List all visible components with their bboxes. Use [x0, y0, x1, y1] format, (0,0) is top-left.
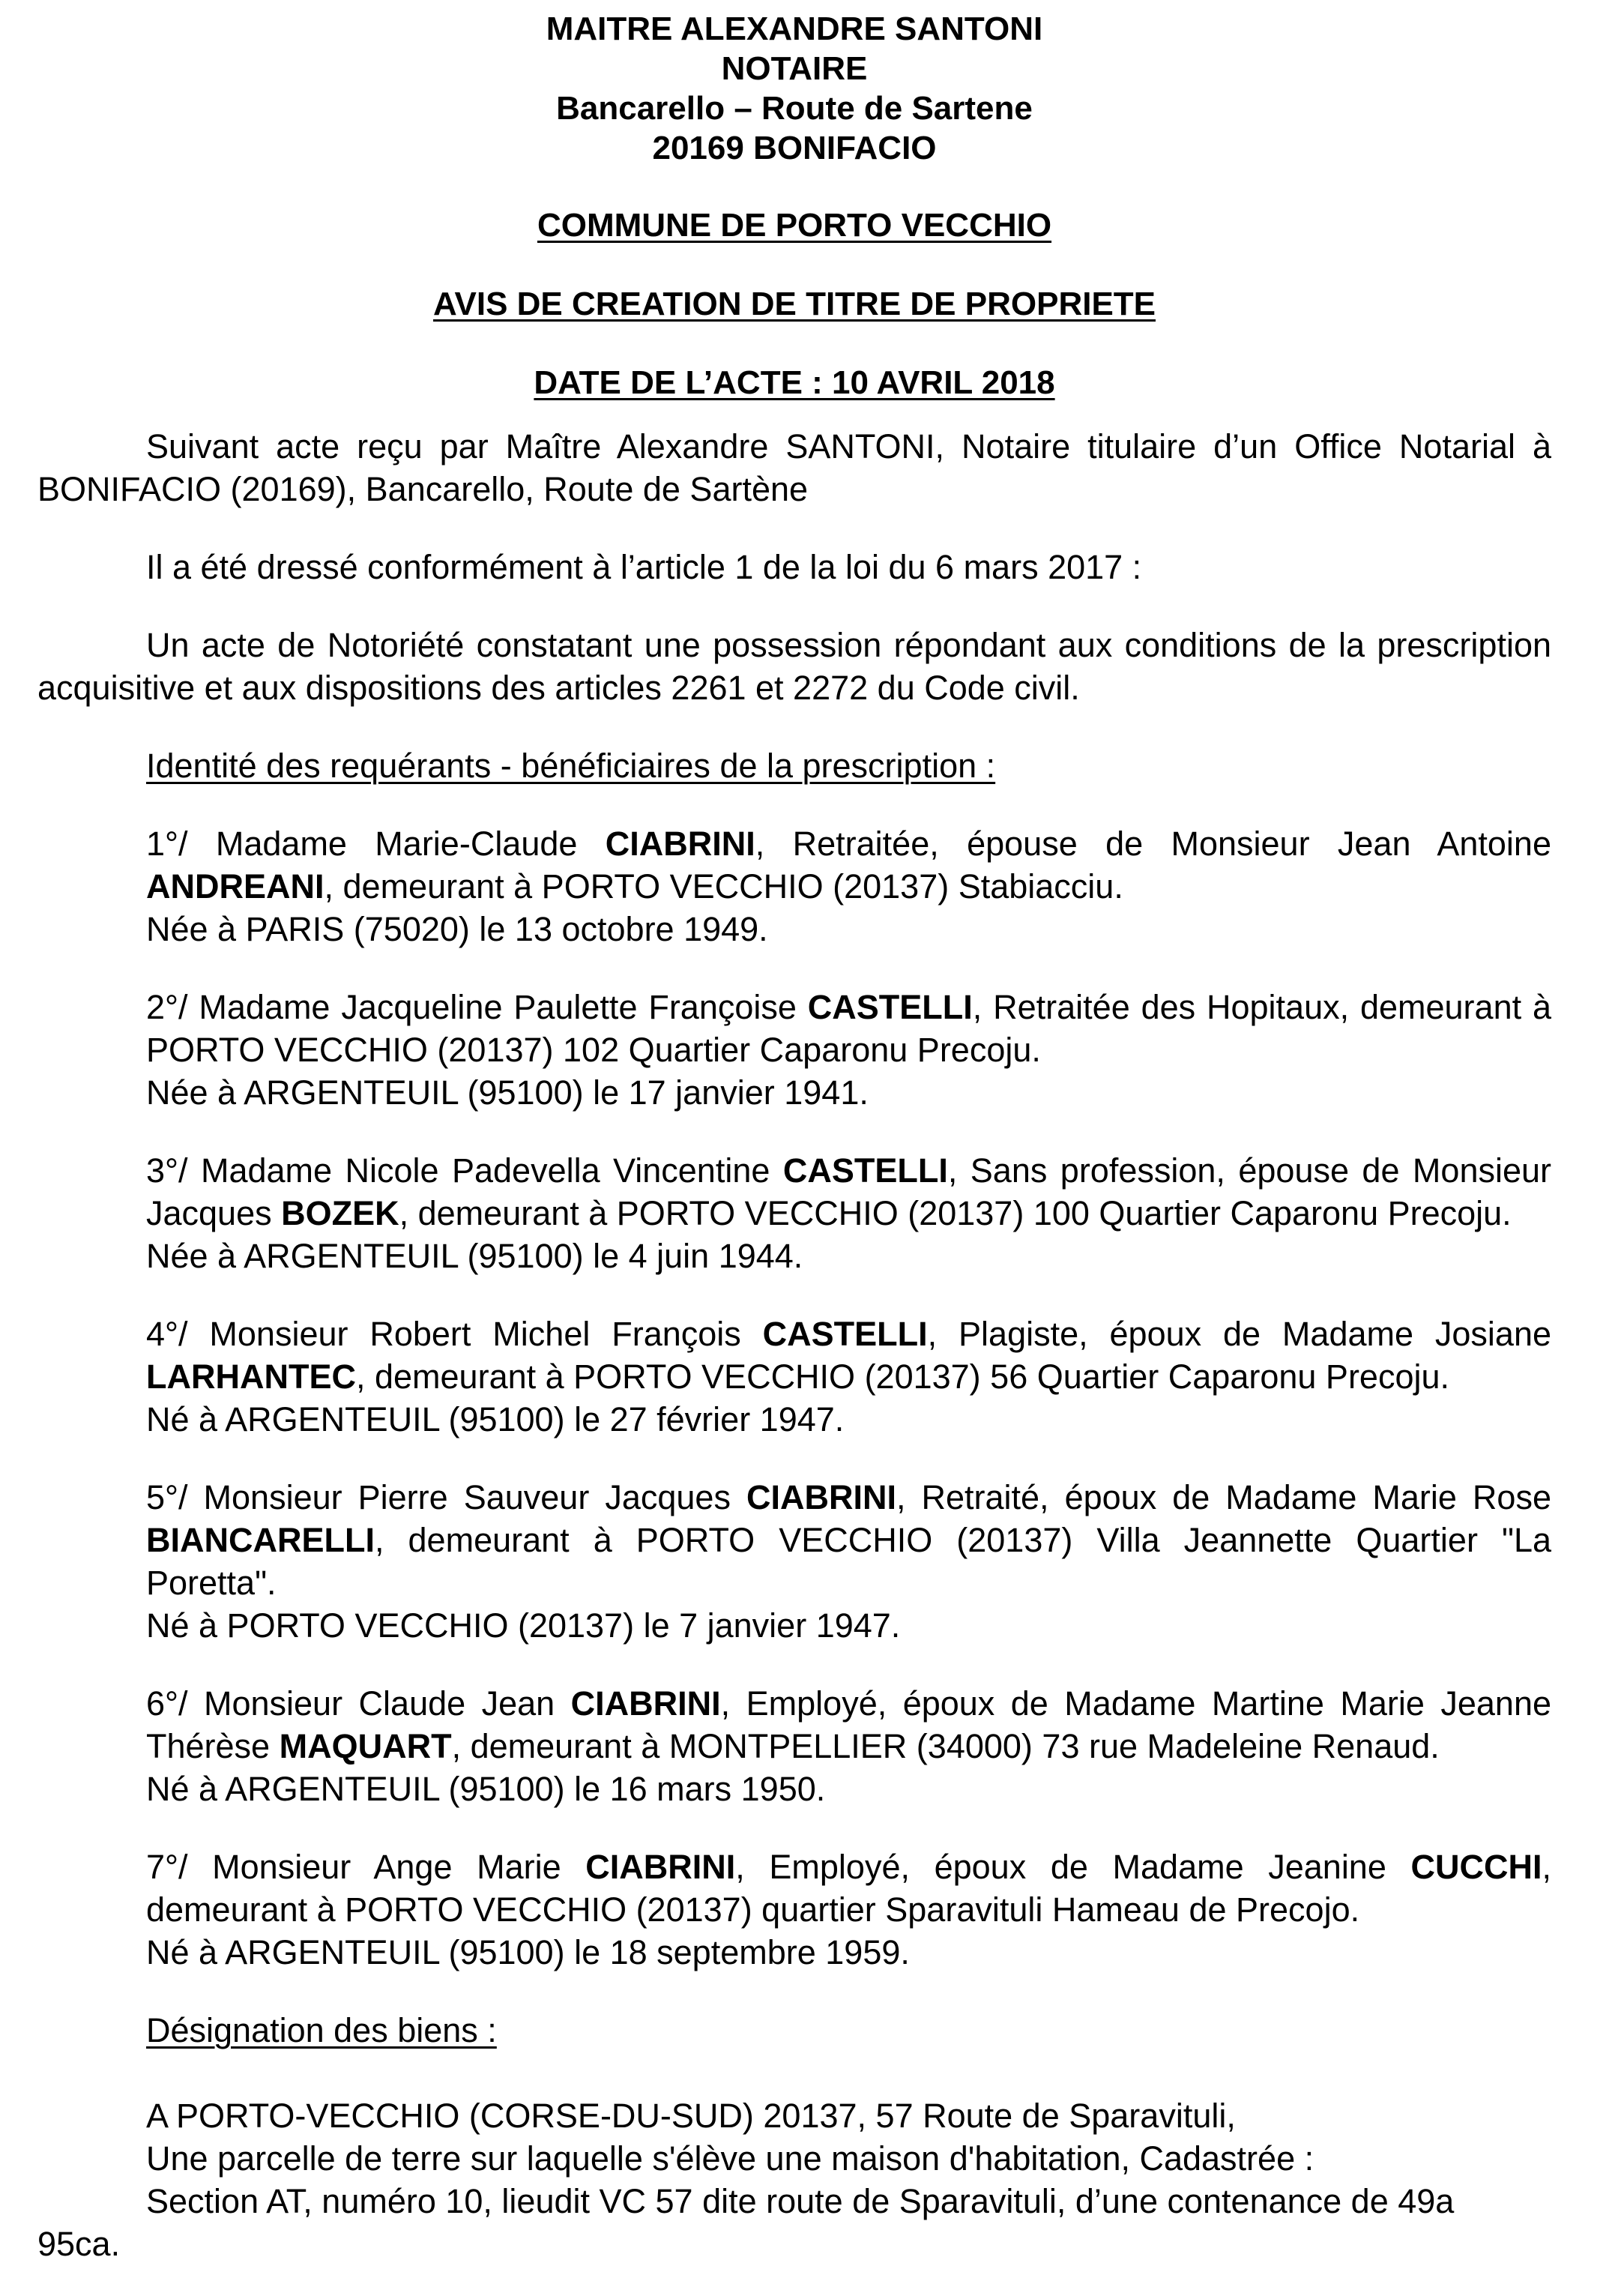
intro-paragraph-2: Il a été dressé conformément à l’article 1 de la loi du 6 mars 2017 :: [146, 548, 1142, 586]
spouse-surname: BOZEK: [281, 1194, 399, 1232]
requerants-heading: Identité des requérants - bénéficiaires de la prescription :: [146, 747, 996, 785]
requerant-entry: [37, 1810, 1551, 1974]
notary-name: MAITRE ALEXANDRE SANTONI: [546, 10, 1043, 47]
commune-title: COMMUNE DE PORTO VECCHIO: [537, 207, 1052, 244]
notary-header: [37, 9, 1551, 168]
requerant-address: , demeurant à PORTO VECCHIO (20137) Villa Jeannette Quartier "La Poretta".: [146, 1521, 1551, 1602]
requerant-birth: Né à ARGENTEUIL (95100) le 27 février 1947.: [146, 1400, 845, 1438]
intro-paragraph-3: Un acte de Notoriété constatant une possession répondant aux conditions de la prescription acquisitive et aux dispositions des articles 2261 et 2272 du Code civil.: [37, 626, 1551, 707]
requerant-identity: [37, 1682, 1551, 1768]
notary-city: 20169 BONIFACIO: [652, 130, 937, 166]
requerant-details: , Retraité, époux de Madame Marie Rose: [896, 1478, 1551, 1516]
biens-area-continued: 95ca.: [37, 2225, 121, 2263]
requerant-prefix: 1°/ Madame Marie-Claude: [146, 825, 606, 863]
requerant-surname: CIABRINI: [605, 825, 755, 863]
notary-role: NOTAIRE: [721, 50, 868, 87]
requerant-prefix: 7°/ Monsieur Ange Marie: [146, 1848, 586, 1886]
requerant-details: , Retraitée, épouse de Monsieur Jean Antoine: [755, 825, 1551, 863]
requerant-prefix: 4°/ Monsieur Robert Michel François: [146, 1315, 763, 1353]
requerant-identity: [37, 822, 1551, 908]
deed-date-title: DATE DE L’ACTE : 10 AVRIL 2018: [534, 364, 1055, 401]
requerant-entry: [37, 950, 1551, 1114]
requerant-surname: CIABRINI: [746, 1478, 896, 1516]
notary-address: Bancarello – Route de Sartene: [556, 90, 1033, 127]
notice-title: AVIS DE CREATION DE TITRE DE PROPRIETE: [432, 286, 1156, 322]
requerant-address: , demeurant à PORTO VECCHIO (20137) quartier Sparavituli Hameau de Precojo.: [146, 1848, 1552, 1929]
requerants-list: [37, 787, 1551, 1974]
spouse-surname: LARHANTEC: [146, 1358, 356, 1396]
requerant-birth: Née à PARIS (75020) le 13 octobre 1949.: [146, 910, 768, 948]
requerant-surname: CASTELLI: [807, 988, 973, 1026]
requerant-surname: CIABRINI: [585, 1848, 736, 1886]
requerant-birth: Née à ARGENTEUIL (95100) le 4 juin 1944.: [146, 1237, 803, 1275]
spouse-surname: ANDREANI: [146, 867, 325, 906]
requerant-birth: Né à ARGENTEUIL (95100) le 18 septembre 1959.: [146, 1933, 910, 1971]
requerant-address: , demeurant à PORTO VECCHIO (20137) 100 Quartier Caparonu Precoju.: [399, 1194, 1512, 1232]
requerant-birth: Né à PORTO VECCHIO (20137) le 7 janvier 1947.: [146, 1606, 901, 1645]
requerant-identity: [37, 1476, 1551, 1604]
requerant-entry: [37, 1441, 1551, 1647]
requerant-address: , demeurant à PORTO VECCHIO (20137) Stabiacciu.: [324, 867, 1123, 906]
requerant-prefix: 6°/ Monsieur Claude Jean: [146, 1684, 571, 1723]
requerant-surname: CASTELLI: [762, 1315, 928, 1353]
requerant-prefix: 5°/ Monsieur Pierre Sauveur Jacques: [146, 1478, 746, 1516]
spouse-surname: MAQUART: [279, 1727, 452, 1765]
requerant-birth: Née à ARGENTEUIL (95100) le 17 janvier 1941.: [146, 1073, 869, 1112]
requerant-birth: Né à ARGENTEUIL (95100) le 16 mars 1950.: [146, 1770, 826, 1808]
requerant-details: , Plagiste, époux de Madame Josiane: [927, 1315, 1551, 1353]
requerant-surname: CIABRINI: [570, 1684, 721, 1723]
spouse-surname: BIANCARELLI: [146, 1521, 375, 1559]
requerant-entry: [37, 1114, 1551, 1277]
requerant-identity: [37, 1149, 1551, 1235]
biens-description: Une parcelle de terre sur laquelle s'élève une maison d'habitation, Cadastrée :: [146, 2139, 1314, 2178]
requerant-details: , Employé, époux de Madame Martine Marie Jeanne Thérèse: [146, 1684, 1551, 1765]
biens-cadastre: Section AT, numéro 10, lieudit VC 57 dite route de Sparavituli, d’une contenance de 49a: [146, 2182, 1455, 2220]
requerant-details: , Employé, époux de Madame Jeanine: [735, 1848, 1411, 1886]
requerant-details: , Sans profession, épouse de Monsieur Jacques: [146, 1151, 1552, 1232]
intro-paragraph-1: Suivant acte reçu par Maître Alexandre SANTONI, Notaire titulaire d’un Office Notarial à BONIFACIO (20169), Bancarello, Route de Sartène: [37, 427, 1551, 508]
biens-location: A PORTO-VECCHIO (CORSE-DU-SUD) 20137, 57 Route de Sparavituli,: [146, 2097, 1236, 2135]
notice-page: [37, 0, 1551, 2265]
biens-heading: Désignation des biens :: [146, 2011, 497, 2049]
spouse-surname: CUCCHI: [1410, 1848, 1542, 1886]
requerant-identity: [37, 1313, 1551, 1398]
requerant-address: , demeurant à MONTPELLIER (34000) 73 rue Madeleine Renaud.: [451, 1727, 1440, 1765]
requerant-identity: [37, 1845, 1551, 1931]
requerant-entry: [37, 787, 1551, 950]
requerant-entry: [37, 1277, 1551, 1441]
requerant-details: , Retraitée des Hopitaux, demeurant à PORTO VECCHIO (20137) 102 Quartier Caparonu Precoju.: [146, 988, 1551, 1069]
requerant-entry: [37, 1647, 1551, 1810]
requerant-prefix: 2°/ Madame Jacqueline Paulette Françoise: [146, 988, 808, 1026]
requerant-identity: [37, 986, 1551, 1071]
requerant-prefix: 3°/ Madame Nicole Padevella Vincentine: [146, 1151, 783, 1190]
requerant-address: , demeurant à PORTO VECCHIO (20137) 56 Quartier Caparonu Precoju.: [355, 1358, 1450, 1396]
requerant-surname: CASTELLI: [782, 1151, 948, 1190]
